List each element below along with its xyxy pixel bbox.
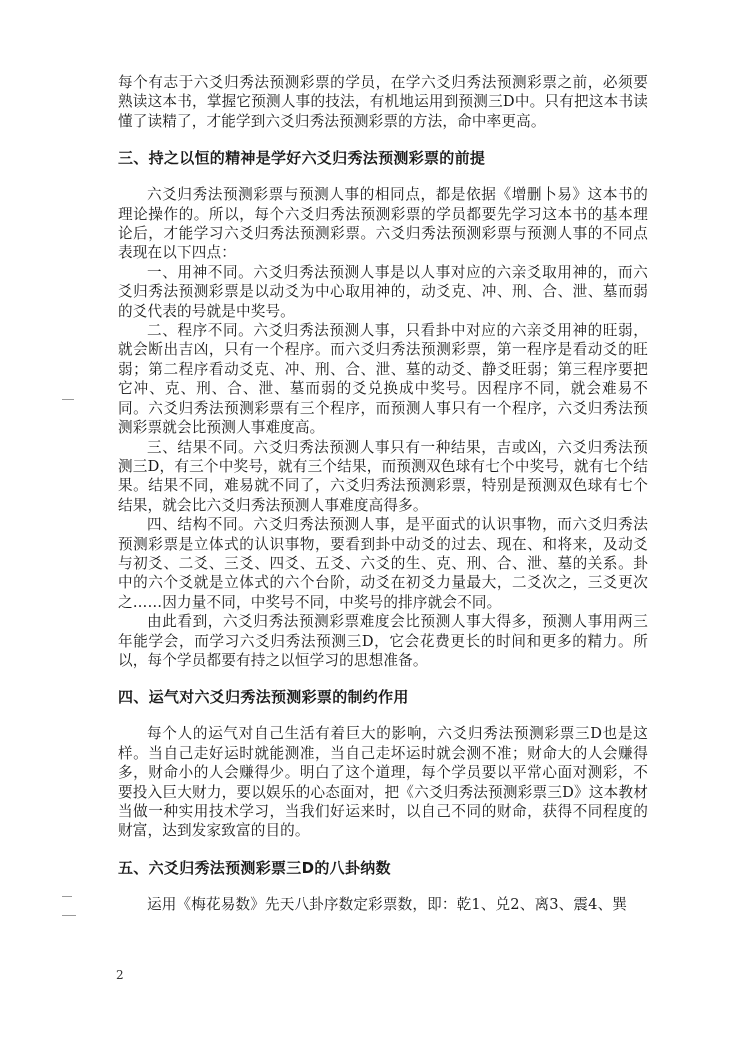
paragraph: 运用《梅花易数》先天八卦序数定彩票数，即：乾1、兑2、离3、震4、巽 <box>147 895 628 913</box>
section-heading: 三、持之以恒的精神是学好六爻归秀法预测彩票的前提 <box>118 149 486 168</box>
page-number: 2 <box>116 968 124 982</box>
paragraph: 一、用神不同。六爻归秀法预测人事是以人事对应的六亲爻取用神的，而六爻归秀法预测彩票是以动爻为中心取用神的，动爻克、冲、刑、合、泄、墓而弱的爻代表的号就是中奖号。 <box>118 263 648 320</box>
document-body <box>118 73 648 914</box>
paragraph: 四、结构不同。六爻归秀法预测人事，是平面式的认识事物，而六爻归秀法预测彩票是立体式的认识事物，要看到卦中动爻的过去、现在、和将来，及动爻与初爻、二爻、三爻、四爻、五爻、六爻的生、克、刑、合、泄、墓的关系。卦中的六个爻就是立体式的六个台阶，动爻在初爻力量最大，二爻次之，三爻更次之……因力量不同，中奖号不同，中奖号的排序就会不同。 <box>118 516 648 611</box>
paragraph: 二、程序不同。六爻归秀法预测人事，只看卦中对应的六亲爻用神的旺弱，就会断出吉凶，只有一个程序。而六爻归秀法预测彩票，第一程序是看动爻的旺弱；第二程序看动爻克、冲、刑、合、泄、墓的动爻、静爻旺弱；第三程序要把它冲、克、刑、合、泄、墓而弱的爻兑换成中奖号。因程序不同，就会难易不同。六爻归秀法预测彩票有三个程序，而预测人事只有一个程序，六爻归秀法预测彩票就会比预测人事难度高。 <box>118 322 648 437</box>
intro-paragraph: 每个有志于六爻归秀法预测彩票的学员，在学六爻归秀法预测彩票之前，必须要熟读这本书，掌握它预测人事的技法，有机地运用到预测三D中。只有把这本书读懂了读精了，才能学到六爻归秀法预测彩票的方法，命中率更高。 <box>118 74 648 130</box>
paragraph: 每个人的运气对自己生活有着巨大的影响，六爻归秀法预测彩票三D也是这样。当自己走好运时就能测准，当自己走坏运时就会测不准；财命大的人会赚得多，财命小的人会赚得少。明白了这个道理，每个学员要以平常心面对测彩，不要投入巨大财力，要以娱乐的心态面对，把《六爻归秀法预测彩票三D》这本教材当做一种实用技术学习，当我们好运来时，以自己不同的财命，获得不同程度的财富，达到发家致富的目的。 <box>118 725 648 840</box>
margin-mark <box>62 915 76 916</box>
paragraph: 六爻归秀法预测彩票与预测人事的相同点，都是依据《增删卜易》这本书的理论操作的。所以，每个六爻归秀法预测彩票的学员都要先学习这本书的基本理论后，才能学习六爻归秀法预测彩票。六爻归秀法预测彩票与预测人事的不同点表现在以下四点： <box>118 186 648 262</box>
section-heading: 四、运气对六爻归秀法预测彩票的制约作用 <box>118 688 409 707</box>
margin-mark <box>62 399 74 400</box>
margin-mark <box>62 896 72 897</box>
section-heading: 五、六爻归秀法预测彩票三D的八卦纳数 <box>118 858 391 877</box>
paragraph: 三、结果不同。六爻归秀法预测人事只有一种结果，吉或凶，六爻归秀法预测三D，有三个中奖号，就有三个结果，而预测双色球有七个中奖号，就有七个结果。结果不同，难易就不同了，六爻归秀法预测彩票，特别是预测双色球有七个结果，就会比六爻归秀法预测人事难度高得多。 <box>118 438 648 514</box>
paragraph: 由此看到，六爻归秀法预测彩票难度会比预测人事大得多，预测人事用两三年能学会，而学习六爻归秀法预测三D，它会花费更长的时间和更多的精力。所以，每个学员都要有持之以恒学习的思想准备。 <box>118 613 648 669</box>
